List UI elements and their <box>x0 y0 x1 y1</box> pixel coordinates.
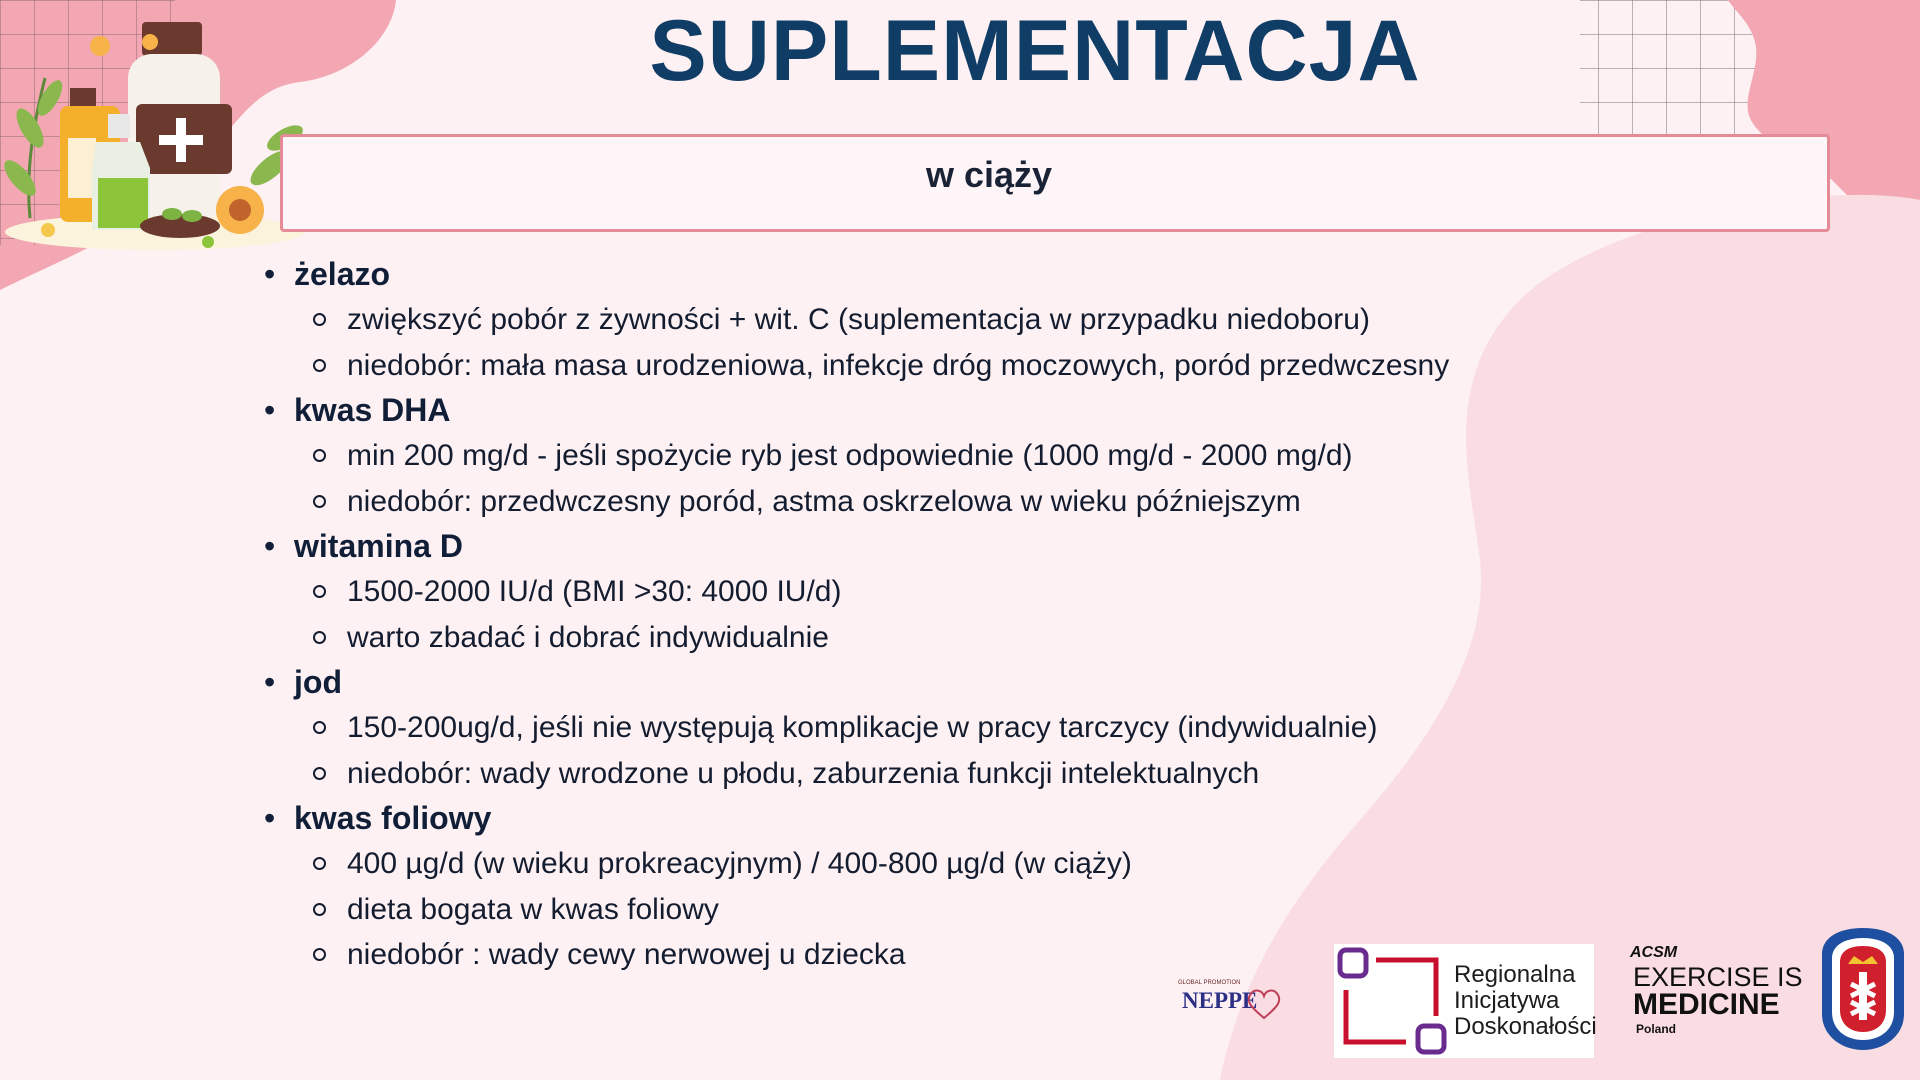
hollow-circle-icon <box>313 903 326 916</box>
bullet-dot-icon: • <box>264 528 276 564</box>
rid-line: Doskonałości <box>1454 1013 1597 1040</box>
bullet-heading <box>264 660 1664 705</box>
hollow-circle-icon <box>313 721 326 734</box>
hollow-circle-icon <box>313 631 326 644</box>
sub-point-text: min 200 mg/d - jeśli spożycie ryb jest odpowiednie (1000 mg/d - 2000 mg/d) <box>347 439 1353 472</box>
eim-line-1: EXERCISE IS <box>1633 962 1803 992</box>
list-item-dha <box>264 388 1664 524</box>
sub-point-text: warto zbadać i dobrać indywidualnie <box>347 620 829 654</box>
list-item-vitamin-d <box>264 524 1664 660</box>
sub-point-text: niedobór: mała masa urodzeniowa, infekcje dróg moczowych, poród przedwczesny <box>347 348 1450 382</box>
rid-line: Regionalna <box>1454 961 1576 988</box>
sub-point <box>264 479 1664 525</box>
heading-text: kwas DHA <box>294 392 451 428</box>
sub-point <box>264 569 1664 615</box>
bullet-heading <box>264 388 1664 433</box>
sub-list <box>264 297 1664 388</box>
sub-point-text: 400 µg/d (w wieku prokreacyjnym) / 400-800 µg/d (w ciąży) <box>347 847 1132 880</box>
sub-point <box>264 887 1664 933</box>
sub-point <box>264 343 1664 389</box>
rid-mark-icon <box>1336 946 1448 1056</box>
hollow-circle-icon <box>313 449 326 462</box>
bullet-dot-icon: • <box>264 800 276 836</box>
rid-line: Inicjatywa <box>1454 987 1560 1014</box>
neppe-wordmark: NEPPE <box>1182 988 1258 1013</box>
supplement-list <box>264 252 1664 978</box>
rid-logo <box>1334 944 1597 1058</box>
hollow-circle-icon <box>313 948 326 961</box>
sub-list <box>264 705 1664 796</box>
bullet-heading <box>264 524 1664 569</box>
hollow-circle-icon <box>313 359 326 372</box>
hollow-circle-icon <box>313 585 326 598</box>
sub-list <box>264 433 1664 524</box>
sub-point-text: niedobór : wady cewy nerwowej u dziecka <box>347 938 906 971</box>
sub-point <box>264 433 1664 479</box>
sub-point-text: 150-200ug/d, jeśli nie występują komplikacje w pracy tarczycy (indywidualnie) <box>347 711 1378 744</box>
heading-text: kwas foliowy <box>294 800 492 836</box>
heart-icon <box>1244 986 1284 1022</box>
sub-point <box>264 751 1664 797</box>
eim-line-3: Poland <box>1636 1022 1677 1036</box>
heading-text: jod <box>294 664 342 700</box>
bullet-dot-icon: • <box>264 392 276 428</box>
slide-subtitle: w ciąży <box>925 154 1053 195</box>
heading-text: żelazo <box>294 256 391 292</box>
sub-point-text: dieta bogata w kwas foliowy <box>347 892 719 926</box>
sub-point <box>264 297 1664 343</box>
bullet-heading <box>264 252 1664 297</box>
sub-list <box>264 569 1664 660</box>
bullet-dot-icon: • <box>264 256 276 292</box>
list-item-iodine <box>264 660 1664 796</box>
slide-title: SUPLEMENTACJA <box>649 3 1421 99</box>
sub-point <box>264 705 1664 751</box>
heading-text: witamina D <box>294 528 463 564</box>
sub-point <box>264 841 1664 887</box>
eim-line-2: MEDICINE <box>1633 988 1780 1021</box>
bullet-heading <box>264 796 1664 841</box>
neppe-tagline: GLOBAL PROMOTION <box>1178 980 1241 986</box>
sub-point <box>264 615 1664 661</box>
hollow-circle-icon <box>313 495 326 508</box>
hollow-circle-icon <box>313 857 326 870</box>
hollow-circle-icon <box>313 767 326 780</box>
sub-point-text: zwiększyć pobór z żywności + wit. C (suplementacja w przypadku niedoboru) <box>347 303 1370 336</box>
bullet-dot-icon: • <box>264 664 276 700</box>
sub-point-text: niedobór: przedwczesny poród, astma oskrzelowa w wieku późniejszym <box>347 484 1301 518</box>
list-item-iron <box>264 252 1664 388</box>
acsm-label: ACSM <box>1630 944 1678 961</box>
rid-wordmark <box>1454 962 1597 1040</box>
sub-point-text: niedobór: wady wrodzone u płodu, zaburzenia funkcji intelektualnych <box>347 756 1260 790</box>
academy-crest-icon <box>1818 924 1908 1054</box>
sub-point-text: 1500-2000 IU/d (BMI >30: 4000 IU/d) <box>347 575 842 608</box>
hollow-circle-icon <box>313 313 326 326</box>
